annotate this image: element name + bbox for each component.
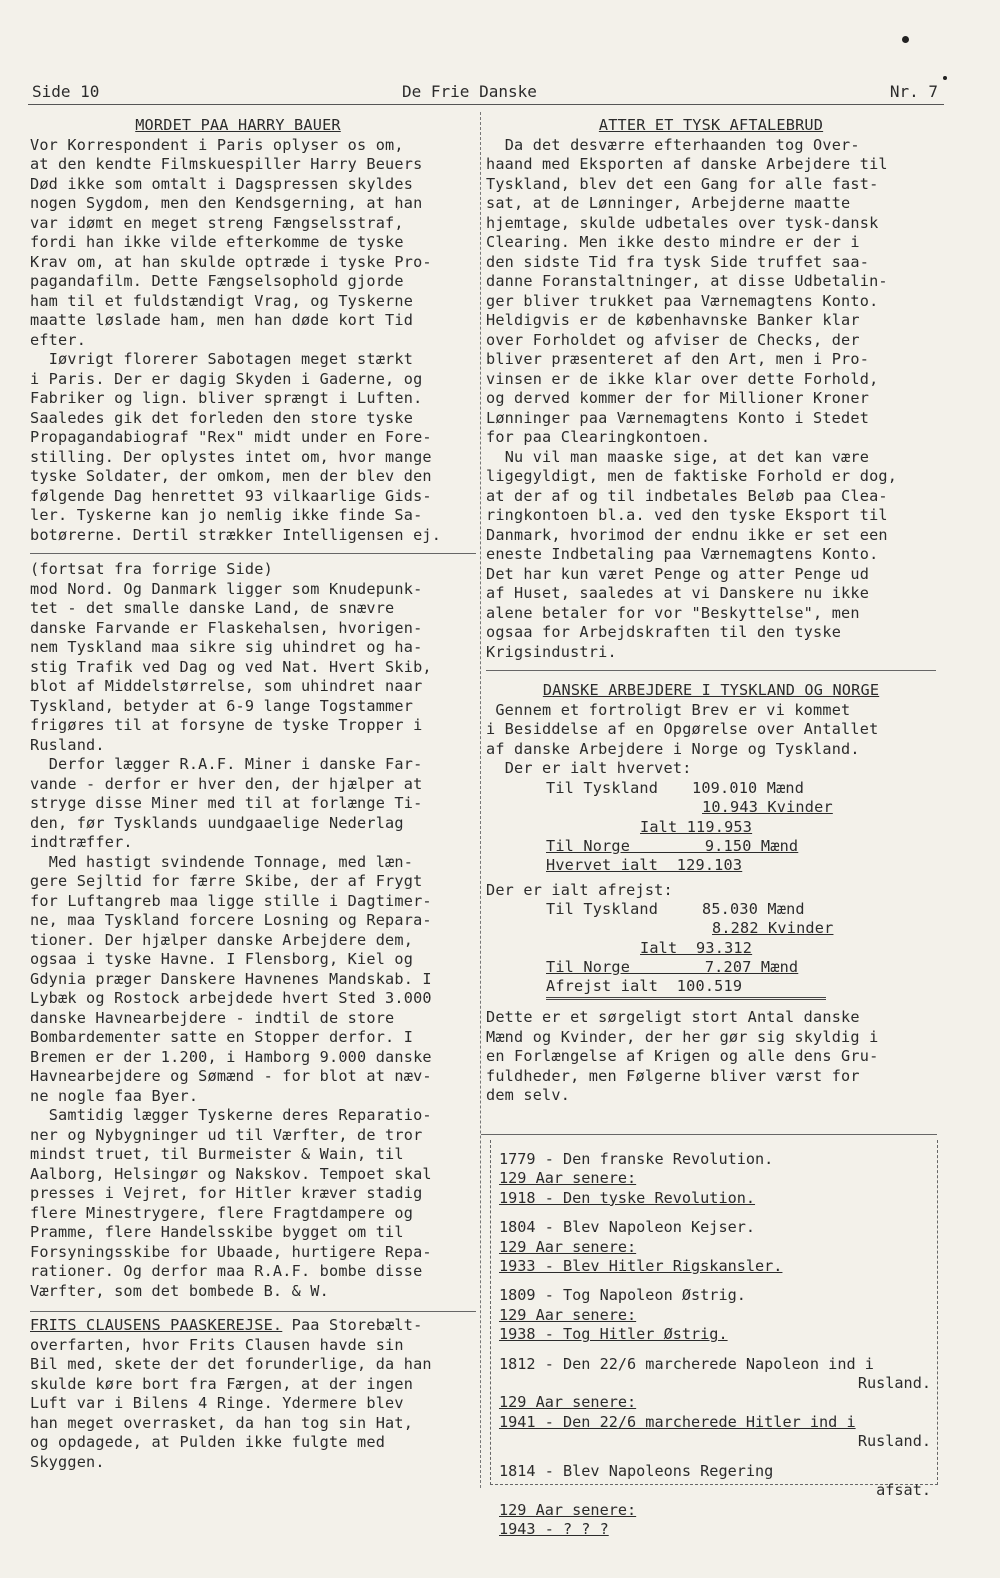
timeline-line: 129 Aar senere: — [499, 1500, 637, 1519]
article-line: Gdynia præger Danskere Havnenes Mandskab. I — [30, 969, 432, 988]
article-line: blot af Middelstørrelse, som uhindret naar — [30, 677, 423, 695]
ink-speck — [902, 36, 909, 43]
timeline-line: 1918 - Den tyske Revolution. — [499, 1188, 756, 1207]
article-line: Skyggen. — [30, 1452, 105, 1471]
article-line: Tyskland, blev det een Gang for alle fast- — [486, 174, 879, 193]
article-line: tioner. Der hjælper danske Arbejdere dem, — [30, 930, 414, 949]
box-top-rule — [481, 1134, 937, 1135]
article-line: Havnearbejdere og Sømænd - for blot at næv- — [30, 1067, 432, 1085]
article-line: af danske Arbejdere i Norge og Tyskland. — [486, 739, 860, 758]
article-line: danske Havnearbejdere - indtil de store — [30, 1008, 395, 1027]
article-line: ham til et fuldstændigt Vrag, og Tyskerne — [30, 291, 414, 310]
article-line: den sidste Tid fra tysk Side truffet saa- — [486, 252, 870, 271]
article-line: Lybæk og Rostock arbejdede hvert Sted 3.000 — [30, 989, 432, 1007]
article-frits-clausen-lead — [30, 1316, 476, 1336]
article-line: sat, at de Lønninger, Arbejderne maatte — [486, 194, 851, 212]
article-line: tet - det smalle danske Land, de snævre — [30, 599, 395, 617]
article-line: en Forlængelse af Krigen og alle dens Gru- — [486, 1047, 879, 1065]
timeline-line: 1938 - Tog Hitler Østrig. — [499, 1325, 728, 1344]
afrejst-table — [486, 900, 936, 1008]
article-line: ne, maa Tyskland forcere Losning og Repara- — [30, 911, 432, 929]
afrejst-intro: Der er ialt afrejst: — [486, 880, 673, 899]
timeline-line: 1804 - Blev Napoleon Kejser. — [499, 1218, 756, 1237]
timeline-line: 1779 - Den franske Revolution. — [499, 1150, 774, 1168]
article-line: at den kendte Filmskuespiller Harry Beuers — [30, 155, 423, 173]
timeline-line: Rusland. — [857, 1432, 931, 1451]
article-line: Da det desværre efterhaanden tog Over- — [486, 135, 860, 154]
hvervet-ialt: Ialt 119.953 — [640, 817, 753, 836]
article-line: han meget overrasket, da han tog sin Hat, — [30, 1413, 414, 1432]
article-line: og opdagede, at Pulden ikke fulgte med — [30, 1433, 386, 1451]
article-line: vande - derfor er hver den, der hjælper at — [30, 774, 423, 793]
hvervet-total: Hvervet ialt 129.103 — [546, 855, 743, 874]
article-line: Luft var i Bilens 4 Ringe. Ydermere blev — [30, 1394, 404, 1412]
article-line: pagandafilm. Dette Fængselsophold gjorde — [30, 272, 404, 290]
article-line: Heldigvis er de københavnske Banker klar — [486, 311, 860, 329]
article-line: Krigsindustri. — [486, 642, 617, 661]
article-line: stig Trafik ved Dag og ved Nat. Hvert Skib, — [30, 657, 432, 676]
article-arbejdere-intro — [486, 701, 936, 779]
article-line: for paa Clearingkontoen. — [486, 428, 711, 446]
article-line: Iøvrigt florerer Sabotagen meget stærkt — [30, 350, 414, 368]
article-line: Bombardementer satte en Stopper derfor. I — [30, 1028, 414, 1046]
article-line: Bil med, skete der det forunderlige, da han — [30, 1355, 432, 1373]
column-divider — [480, 112, 481, 1488]
article-title-aftalebrud: ATTER ET TYSK AFTALEBRUD — [598, 116, 824, 134]
article-line: Lønninger paa Værnemagtens Konto i Stedet — [486, 408, 870, 427]
article-line: overfarten, hvor Frits Clausen havde sin — [30, 1335, 404, 1354]
article-line: i Besiddelse af en Opgørelse over Antallet — [486, 720, 879, 738]
article-text: Paa Storebælt- — [282, 1316, 423, 1334]
afrejst-norge: Til Norge 7.207 Mænd — [546, 958, 799, 976]
issue-number: Nr. 7 — [889, 82, 938, 101]
article-arbejdere-outro — [486, 1008, 936, 1106]
article-line: Dette er et sørgeligt stort Antal danske — [486, 1008, 860, 1026]
article-line: Død ikke som omtalt i Dagspressen skyldes — [30, 174, 414, 193]
afrejst-tyskland-kvinder: 8.282 Kvinder — [712, 919, 834, 937]
article-line: Saaledes gik det forleden den store tyske — [30, 408, 414, 427]
timeline-entry — [499, 1218, 931, 1276]
article-line: i Paris. Der er dagig Skyden i Gaderne, og — [30, 369, 423, 388]
article-separator — [30, 553, 476, 554]
article-line: mod Nord. Og Danmark ligger som Knudepunk- — [30, 579, 423, 598]
article-line: eneste Indbetaling paa Værnemagtens Konto. — [486, 545, 879, 563]
article-line: Vor Korrespondent i Paris oplyser os om, — [30, 135, 404, 154]
article-line: den, før Tysklands uundgaaelige Nederlag — [30, 813, 404, 832]
article-separator — [30, 1311, 476, 1312]
article-line: maatte løslade ham, men han døde kort Tid — [30, 311, 414, 329]
article-line: nem Tyskland maa sikre sig uhindret og ha- — [30, 638, 423, 656]
timeline-line: 1941 - Den 22/6 marcherede Hitler ind i — [499, 1412, 856, 1431]
article-line: ogsaa i tyske Havne. I Flensborg, Kiel og — [30, 950, 414, 968]
article-line: indtræffer. — [30, 833, 133, 851]
hvervet-tyskland-maend: 109.010 Mænd — [692, 778, 805, 797]
article-line: haand med Eksporten af danske Arbejdere til — [486, 155, 888, 173]
article-line: ligegyldigt, men de faktiske Forhold er dog, — [486, 467, 898, 485]
article-line: ler. Tyskerne kan jo nemlig ikke finde Sa- — [30, 506, 423, 524]
article-line: Værfter, som det bombede B. & W. — [30, 1281, 329, 1300]
timeline-line: 1814 - Blev Napoleons Regering — [499, 1461, 774, 1480]
timeline-line: 129 Aar senere: — [499, 1305, 637, 1324]
timeline-line: 1933 - Blev Hitler Rigskansler. — [499, 1257, 783, 1276]
timeline-line: 1809 - Tog Napoleon Østrig. — [499, 1286, 746, 1305]
timeline-entry — [499, 1150, 931, 1208]
article-line: Danmark, hvorimod der endnu ikke er set een — [486, 525, 888, 544]
article-line: Aalborg, Helsingør og Nakskov. Tempoet skal — [30, 1164, 432, 1183]
page-number: Side 10 — [32, 82, 100, 101]
newspaper-title: De Frie Danske — [402, 82, 537, 101]
article-line: nogen Sygdom, men den Kendsgerning, at han — [30, 194, 423, 212]
timeline-entry — [499, 1462, 931, 1540]
article-line: Forsyningsskibe for Ubaade, hurtigere Repa- — [30, 1242, 432, 1261]
article-line: vinsen er de ikke klar over dette Forhold, — [486, 369, 879, 388]
hvervet-norge: Til Norge 9.150 Mænd — [546, 836, 799, 855]
article-line: Pramme, flere Handelsskibe bygget om til — [30, 1223, 404, 1241]
article-line: var idømt en meget streng Fængselsstraf, — [30, 213, 404, 232]
page-header — [32, 82, 938, 104]
article-line: ger bliver trukket paa Værnemagtens Konto. — [486, 291, 879, 310]
article-line: rationer. Og derfor maa R.A.F. bombe disse — [30, 1262, 423, 1280]
article-line: hjemtage, skulde udbetales over tysk-dansk — [486, 213, 879, 232]
timeline-line: 1943 - ? ? ? — [499, 1519, 609, 1538]
afrejst-ialt: Ialt 93.312 — [640, 939, 753, 957]
timeline-line: 129 Aar senere: — [499, 1169, 637, 1188]
article-line: Det har kun været Penge og atter Penge ud — [486, 564, 870, 583]
hvervet-tyskland-label: Til Tyskland — [546, 778, 659, 797]
article-line: fuldheder, men Følgerne bliver værst for — [486, 1066, 860, 1085]
article-line: følgende Dag henrettet 93 vilkaarlige Gids- — [30, 486, 432, 505]
article-title-frits-clausen: FRITS CLAUSENS PAASKEREJSE. — [30, 1316, 283, 1334]
timeline-entries — [499, 1150, 931, 1549]
article-line: stilling. Der oplystes intet om, hvor mange — [30, 447, 432, 466]
article-separator — [486, 670, 936, 671]
hvervet-table — [486, 779, 936, 877]
article-line: tyske Soldater, der omkom, men der blev den — [30, 467, 432, 485]
article-line: Der er ialt hvervet: — [486, 759, 692, 777]
afrejst-tyskland-maend: 85.030 Mænd — [702, 900, 805, 918]
article-line: dem selv. — [486, 1086, 571, 1104]
article-line: flere Minestrygere, flere Fragtdampere og — [30, 1203, 414, 1222]
article-line: botørerne. Dertil strækker Intelligensen ej. — [30, 525, 442, 544]
article-line: gere Sejltid for færre Skibe, der af Frygt — [30, 872, 423, 890]
article-line: Rusland. — [30, 735, 105, 754]
article-line: skulde køre bort fra Færgen, at der ingen — [30, 1374, 414, 1393]
article-line: af Huset, saaledes at vi Danskere nu ikke — [486, 584, 870, 602]
timeline-line: 129 Aar senere: — [499, 1393, 637, 1412]
article-title-arbejdere: DANSKE ARBEJDERE I TYSKLAND OG NORGE — [542, 681, 880, 699]
article-line: Fabriker og lign. bliver sprængt i Luften. — [30, 389, 423, 407]
article-line: Med hastigt svindende Tonnage, med læn- — [30, 852, 414, 871]
article-line: bliver præsenteret af den Art, men i Pro- — [486, 350, 870, 368]
right-column — [486, 116, 936, 1106]
timeline-line: 129 Aar senere: — [499, 1237, 637, 1256]
timeline-box — [490, 1140, 938, 1538]
header-rule — [28, 104, 944, 105]
article-line: Propagandabiograf "Rex" midt under en Fore- — [30, 428, 432, 446]
article-line: alene betaler for vor "Beskyttelse", men — [486, 603, 860, 622]
article-harry-bauer — [30, 136, 476, 546]
article-line: danske Farvande er Flaskehalsen, hvorigen- — [30, 618, 423, 637]
article-line: efter. — [30, 330, 87, 349]
timeline-entry — [499, 1286, 931, 1344]
article-line: presses i Vejret, for Hitler kræver stadig — [30, 1184, 423, 1202]
afrejst-tyskland-label: Til Tyskland — [546, 900, 659, 918]
hvervet-tyskland-kvinder: 10.943 Kvinder — [702, 797, 833, 816]
article-line: ner og Nybygninger ud til Værfter, de tror — [30, 1125, 423, 1144]
article-line: at der af og til indbetales Beløb paa Clea- — [486, 486, 888, 505]
article-line: Tyskland, betyder at 6-9 lange Togstammer — [30, 696, 414, 715]
article-line: (fortsat fra forrige Side) — [30, 560, 273, 578]
article-line: danne Foranstaltninger, at disse Udbetalin- — [486, 272, 888, 290]
article-line: over Forholdet og afviser de Checks, der — [486, 330, 860, 349]
article-line: Nu vil man maaske sige, at det kan være — [486, 447, 870, 466]
timeline-entry — [499, 1355, 931, 1452]
article-line: Bremen er der 1.200, i Hamborg 9.000 danske — [30, 1047, 432, 1066]
article-line: Gennem et fortroligt Brev er vi kommet — [486, 700, 851, 719]
article-line: Clearing. Men ikke desto mindre er der i — [486, 233, 860, 251]
article-line: fordi han ikke vilde efterkomme de tyske — [30, 233, 404, 251]
article-line: ogsaa for Arbejdskraften til den tyske — [486, 623, 842, 641]
article-line: for Luftangreb maa ligge stille i Dagtimer- — [30, 891, 432, 910]
article-aftalebrud — [486, 136, 936, 663]
article-line: frigøres til at forsyne de tyske Tropper i — [30, 716, 423, 734]
article-line: mindst truet, til Burmeister & Wain, til — [30, 1145, 404, 1163]
article-line: og derved kommer der for Millioner Kroner — [486, 389, 870, 407]
left-column — [30, 116, 476, 1472]
timeline-line: Rusland. — [857, 1374, 931, 1393]
article-line: Samtidig lægger Tyskerne deres Reparatio- — [30, 1106, 432, 1124]
article-line: ringkontoen bl.a. ved den tyske Eksport til — [486, 506, 888, 524]
article-line: Krav om, at han skulde optræde i tyske Pro- — [30, 252, 432, 271]
article-line: Mænd og Kvinder, der her gør sig skyldig i — [486, 1027, 879, 1046]
article-title-harry-bauer: MORDET PAA HARRY BAUER — [135, 116, 341, 134]
article-line: Derfor lægger R.A.F. Miner i danske Far- — [30, 755, 423, 773]
article-line: ne nogle faa Byer. — [30, 1086, 199, 1105]
timeline-line: 1812 - Den 22/6 marcherede Napoleon ind i — [499, 1354, 874, 1373]
ink-speck — [943, 76, 947, 80]
article-line: stryge disse Miner med til at forlænge Ti- — [30, 794, 423, 812]
article-continued — [30, 560, 476, 1301]
timeline-line: afsat. — [876, 1481, 931, 1500]
article-frits-clausen — [30, 1336, 476, 1473]
afrejst-total: Afrejst ialt 100.519 — [546, 977, 826, 1000]
